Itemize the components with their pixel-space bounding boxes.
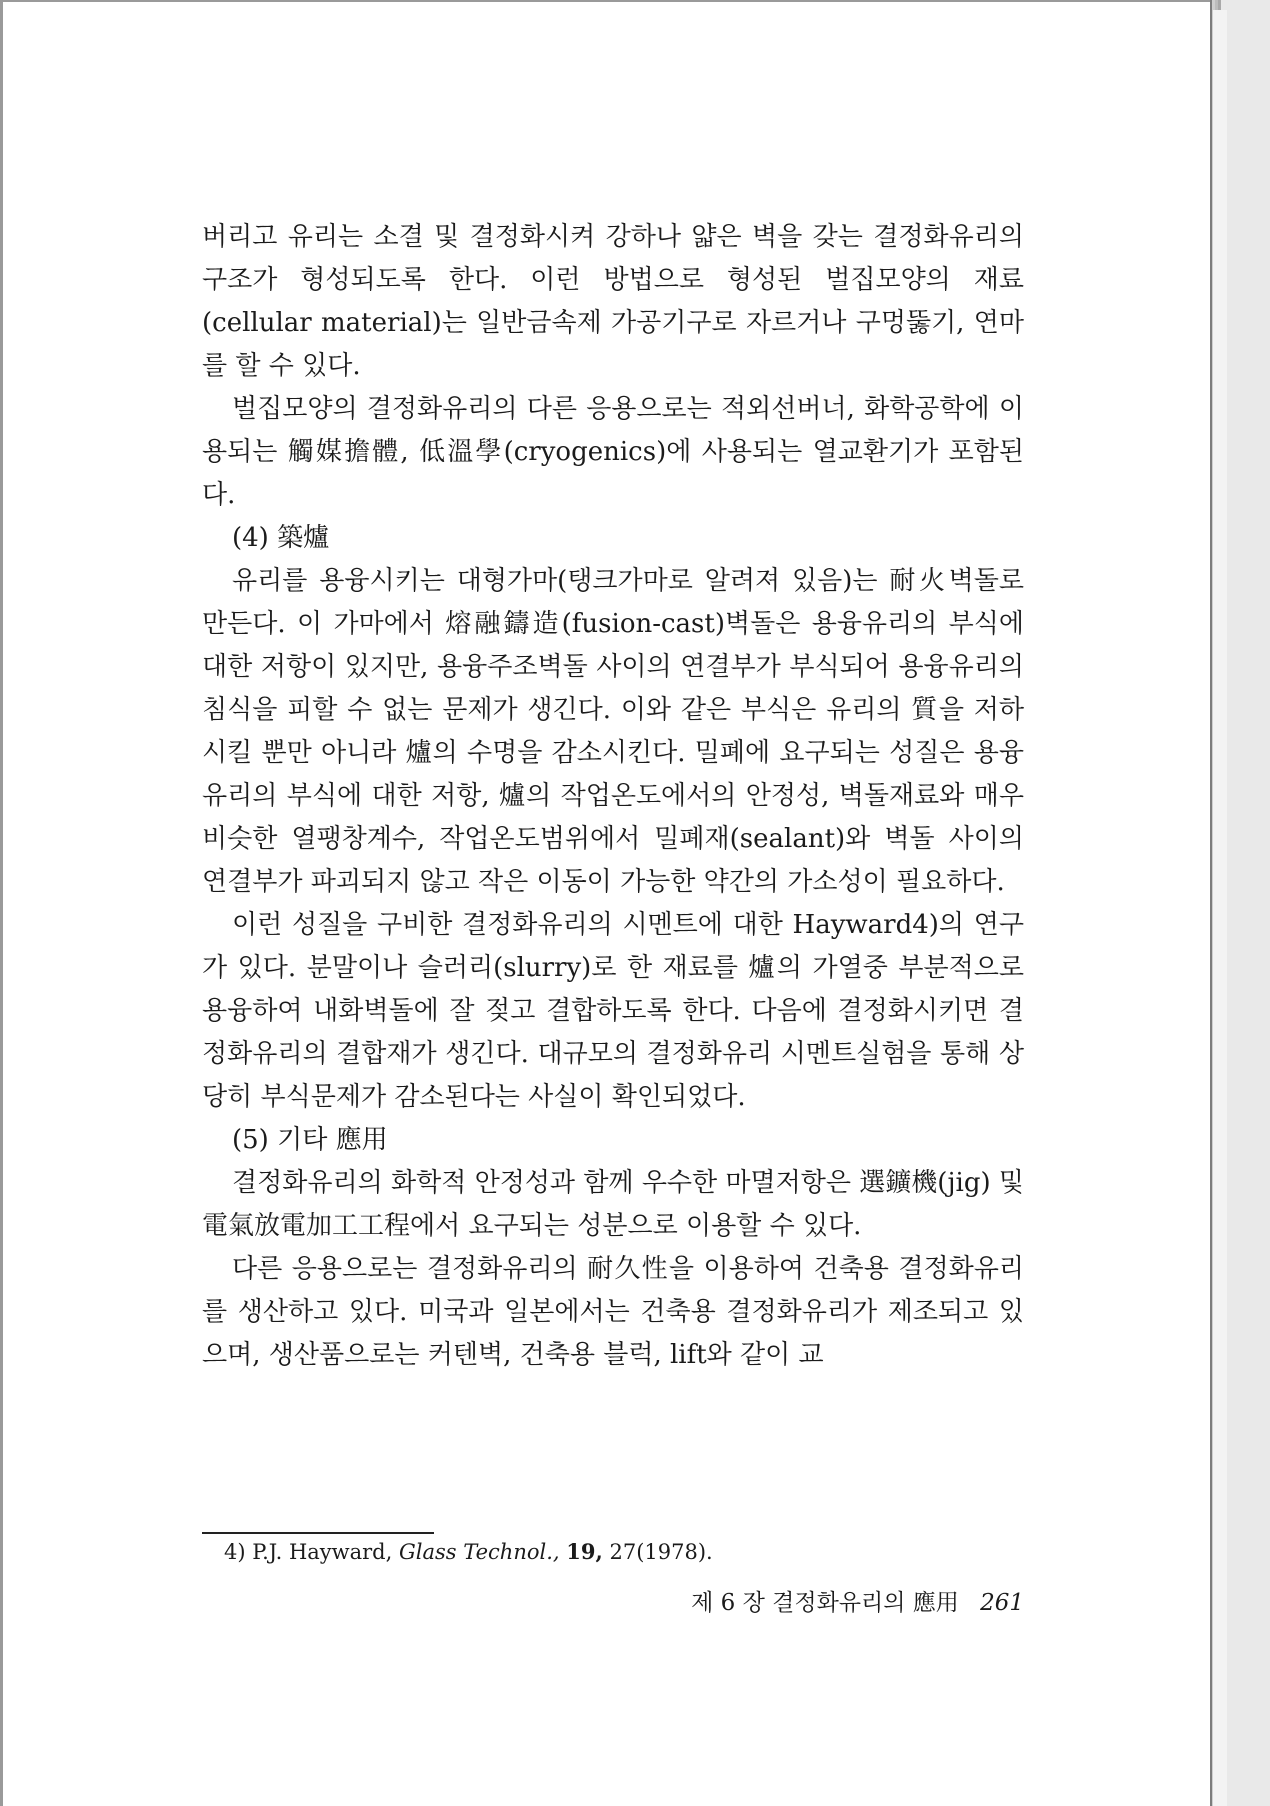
footer-chapter: 제 6 장 [691, 1590, 765, 1616]
footnote-journal: Glass Technol., [398, 1540, 560, 1564]
footnote-pages-year: 27(1978). [609, 1540, 713, 1564]
paragraph-hayward-cement: 이런 성질을 구비한 결정화유리의 시멘트에 대한 Hayward4)의 연구가 있다. 분말이나 슬러리(slurry)로 한 재료를 爐의 가열중 부분적으로 용융하여 내화벽돌에 잘 젖고 결합하도록 한다. 다음에 결정화시키면 결정화유리의 결합재가 생긴다. 대규모의 결정화유리 시멘트실험을 통해 상당히 부식문제가 감소된다는 사실이 확인되었다. [202, 910, 1024, 1112]
body-text [202, 216, 1024, 1377]
section-heading-furnace: (4) 築爐 [232, 523, 330, 553]
footnote [224, 1535, 1004, 1569]
footnote-number: 4) [224, 1540, 246, 1564]
paragraph-honeycomb-structure: 버리고 유리는 소결 및 결정화시켜 강하나 얇은 벽을 갖는 결정화유리의 구조가 형성되도록 한다. 이런 방법으로 형성된 벌집모양의 재료(cellular material)는 일반금속제 가공기구로 자르거나 구멍뚫기, 연마를 할 수 있다. [202, 222, 1024, 381]
footnote-rule [202, 1532, 434, 1534]
footer-title: 결정화유리의 應用 [772, 1590, 959, 1616]
paragraph-wear-resistance: 결정화유리의 화학적 안정성과 함께 우수한 마멸저항은 選鑛機(jig) 및 電氣放電加工工程에서 요구되는 성분으로 이용할 수 있다. [202, 1168, 1024, 1241]
page-edge [1212, 10, 1227, 1806]
section-heading-other-applications: (5) 기타 應用 [232, 1125, 388, 1155]
running-footer [640, 1586, 1024, 1620]
paragraph-architectural: 다른 응용으로는 결정화유리의 耐久性을 이용하여 건축용 결정화유리를 생산하고 있다. 미국과 일본에서는 건축용 결정화유리가 제조되고 있으며, 생산품으로는 커텐벽, 건축용 블럭, lift와 같이 교 [202, 1254, 1024, 1370]
footnote-volume: 19, [566, 1539, 603, 1564]
page-number: 261 [980, 1590, 1024, 1616]
paragraph-furnace: 유리를 용융시키는 대형가마(탱크가마로 알려져 있음)는 耐火벽돌로 만든다. 이 가마에서 熔融鑄造(fusion-cast)벽돌은 용융유리의 부식에 대한 저항이 있지만, 용융주조벽돌 사이의 연결부가 부식되어 용융유리의 침식을 피할 수 없는 문제가 생긴다. 이와 같은 부식은 유리의 質을 저하시킬 뿐만 아니라 爐의 수명을 감소시킨다. 밀폐에 요구되는 성질은 용융유리의 부식에 대한 저항, 爐의 작업온도에서의 안정성, 벽돌재료와 매우 비슷한 열팽창계수, 작업온도범위에서 밀폐재(sealant)와 벽돌 사이의 연결부가 파괴되지 않고 작은 이동이 가능한 약간의 가소성이 필요하다. [202, 566, 1024, 897]
paragraph-honeycomb-applications: 벌집모양의 결정화유리의 다른 응용으로는 적외선버너, 화학공학에 이용되는 觸媒擔體, 低溫學(cryogenics)에 사용되는 열교환기가 포함된다. [202, 394, 1024, 510]
footnote-authors: P.J. Hayward, [252, 1540, 393, 1564]
